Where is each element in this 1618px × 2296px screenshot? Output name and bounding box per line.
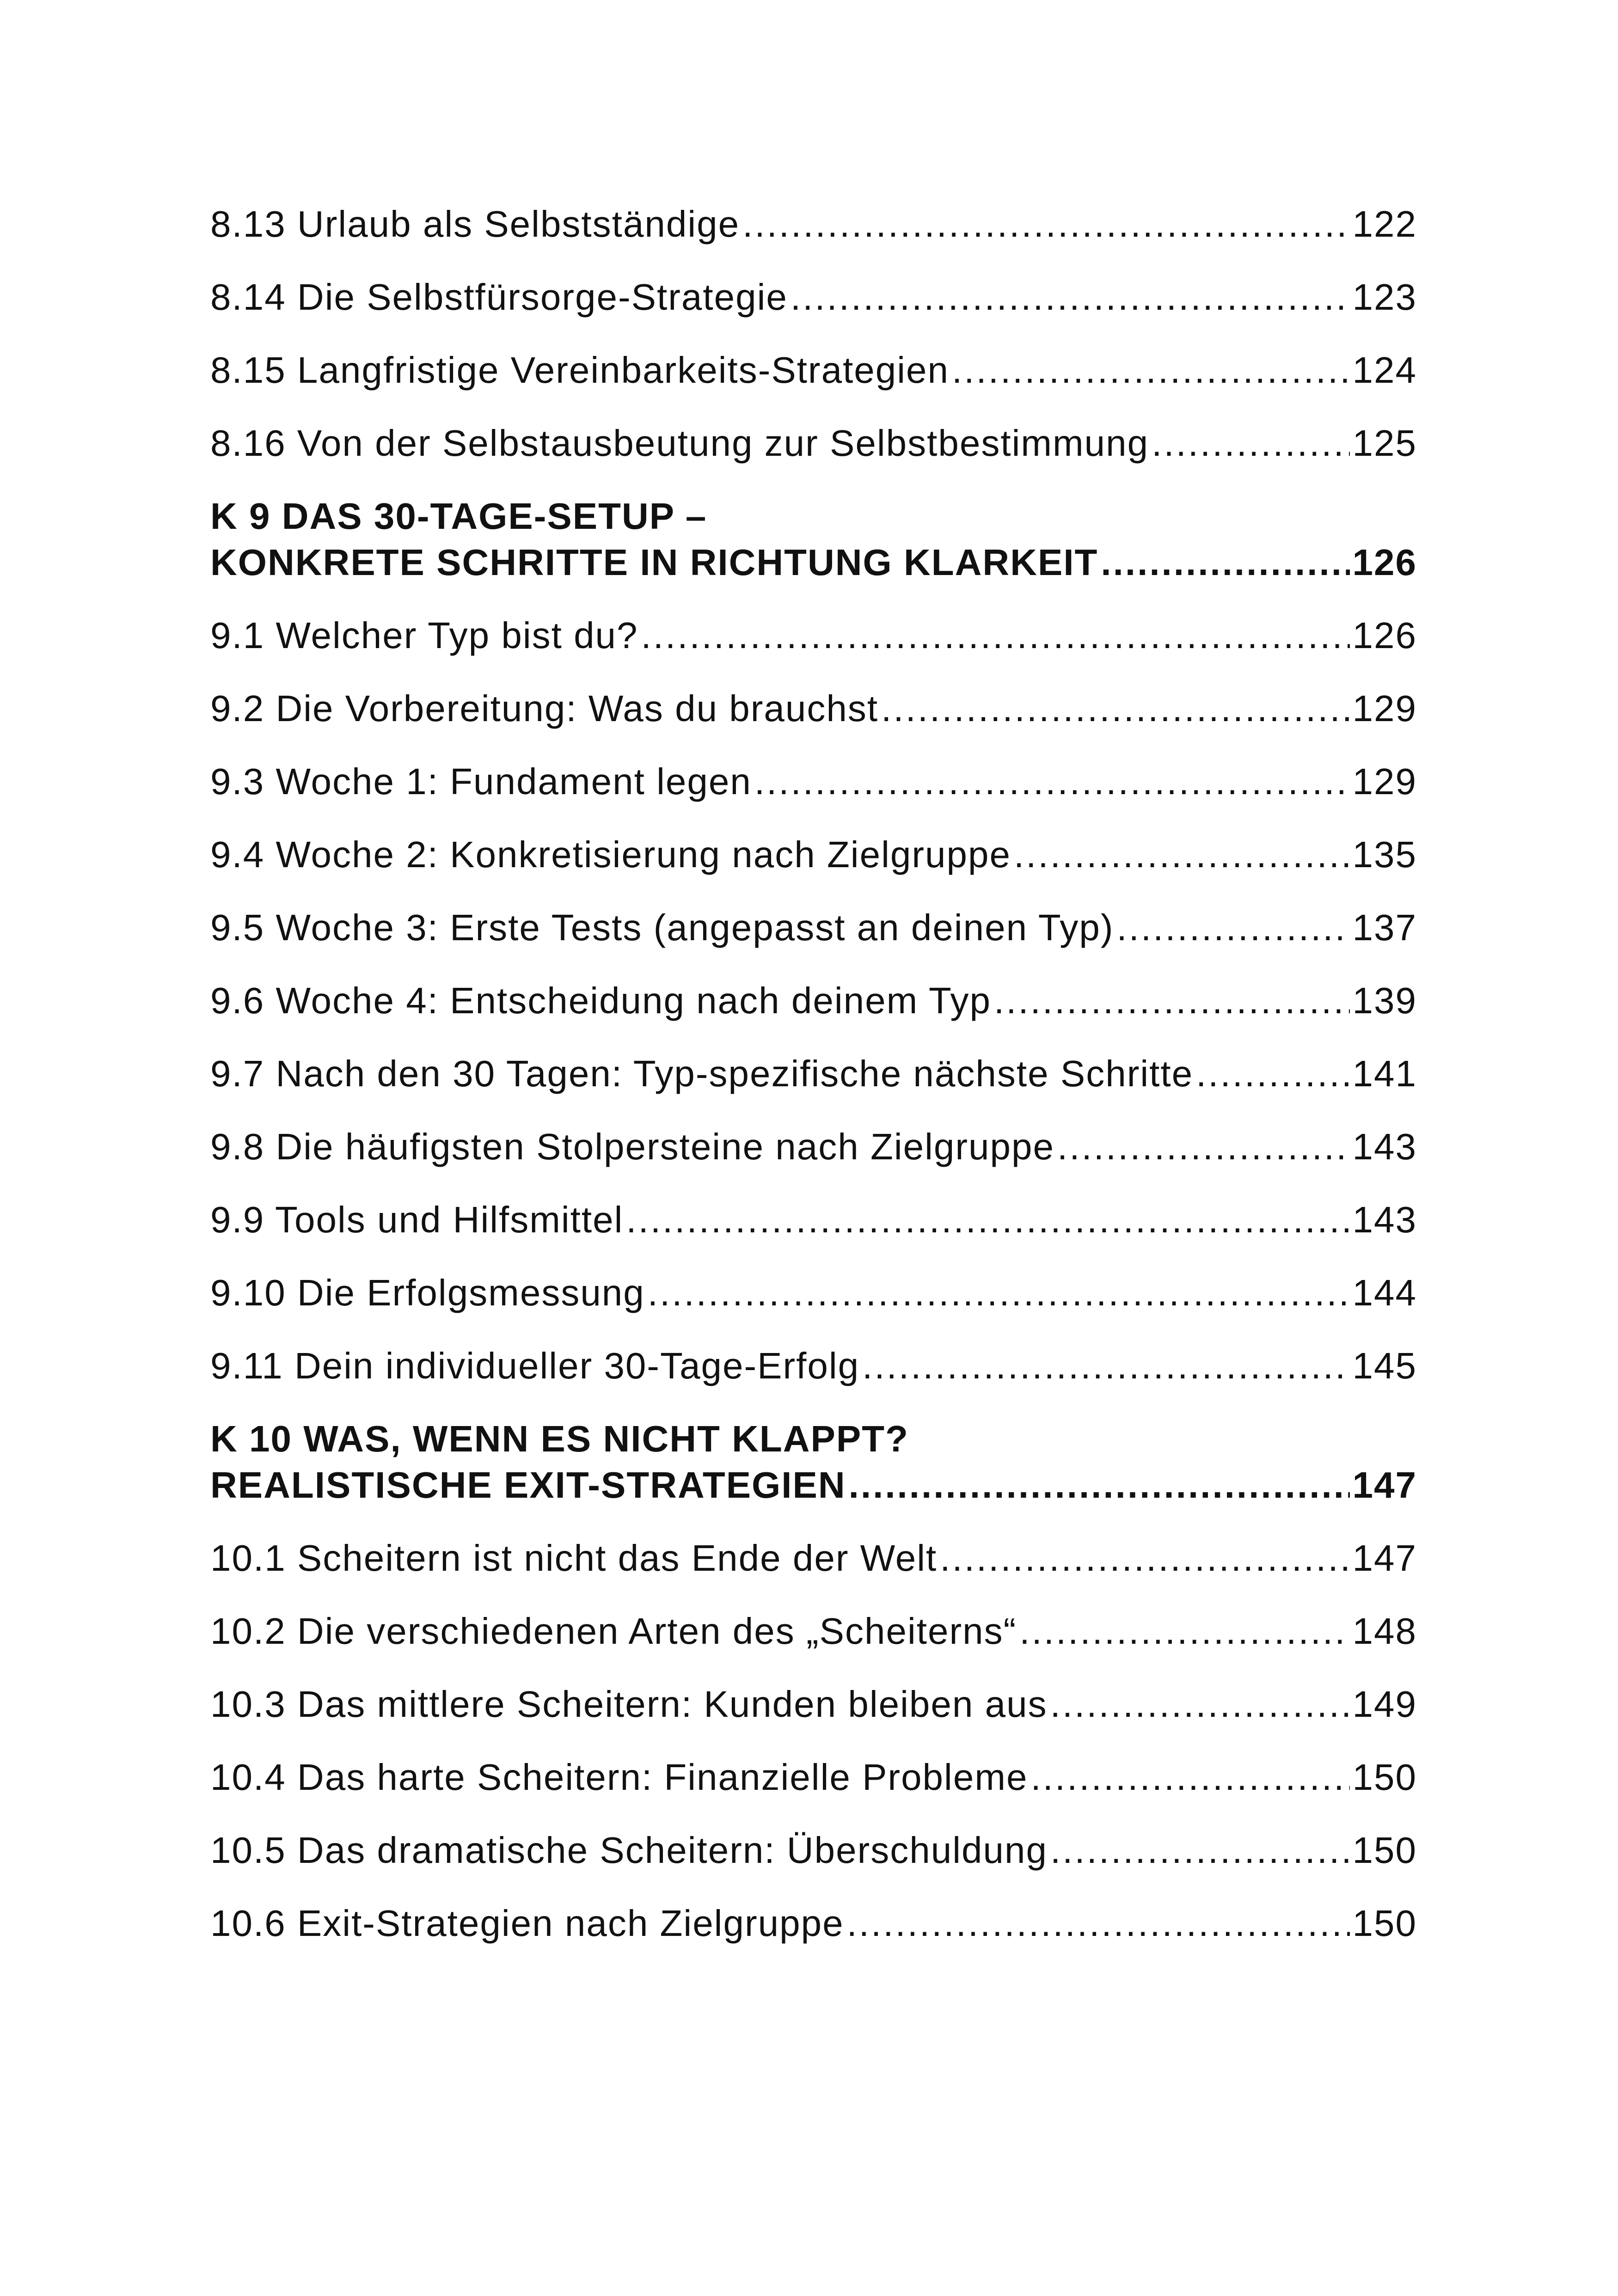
toc-entry-page: 129	[1352, 761, 1417, 802]
toc-entry-9-11[interactable]	[210, 1343, 1417, 1416]
toc-entry-10-4[interactable]	[210, 1754, 1417, 1827]
toc-entry-page: 126	[1352, 542, 1417, 583]
toc-entry-page: 126	[1352, 615, 1417, 656]
toc-entry-page: 122	[1352, 203, 1417, 245]
toc-entry-9-9[interactable]	[210, 1197, 1417, 1270]
toc-entry-title: 10.2 Die verschiedenen Arten des „Scheiterns“	[210, 1610, 1017, 1652]
toc-entry-title: 8.15 Langfristige Vereinbarkeits-Strategien	[210, 349, 950, 391]
toc-dot-leader	[994, 978, 1350, 1024]
toc-entry-9-2[interactable]	[210, 686, 1417, 759]
toc-entry-page: 139	[1352, 980, 1417, 1021]
toc-dot-leader	[1101, 539, 1349, 586]
toc-entry-title: 8.13 Urlaub als Selbstständige	[210, 203, 740, 245]
toc-entry-8-15[interactable]	[210, 347, 1417, 420]
toc-entry-title: 9.2 Die Vorbereitung: Was du brauchst	[210, 688, 879, 729]
toc-entry-title: 8.16 Von der Selbstausbeutung zur Selbstbestimmung	[210, 422, 1149, 464]
toc-dot-leader	[1030, 1754, 1349, 1800]
toc-entry-9-1[interactable]	[210, 612, 1417, 686]
chapter-heading-line2: KONKRETE SCHRITTE IN RICHTUNG KLARKEIT	[210, 542, 1098, 583]
toc-entry-page: 135	[1352, 834, 1417, 875]
toc-entry-page: 145	[1352, 1345, 1417, 1386]
toc-dot-leader	[742, 201, 1349, 247]
toc-dot-leader	[1014, 832, 1350, 878]
toc-entry-title: 8.14 Die Selbstfürsorge-Strategie	[210, 276, 788, 318]
toc-entry-page: 147	[1352, 1464, 1417, 1506]
toc-entry-title: 9.8 Die häufigsten Stolpersteine nach Zielgruppe	[210, 1126, 1054, 1167]
toc-entry-title: 10.6 Exit-Strategien nach Zielgruppe	[210, 1903, 844, 1944]
toc-dot-leader	[641, 612, 1350, 659]
toc-dot-leader	[1050, 1827, 1350, 1874]
toc-dot-leader	[626, 1197, 1349, 1243]
toc-dot-leader	[849, 1462, 1350, 1508]
toc-entry-page: 123	[1352, 276, 1417, 318]
toc-dot-leader	[1050, 1681, 1350, 1727]
toc-entry-title: 9.6 Woche 4: Entscheidung nach deinem Typ	[210, 980, 991, 1021]
toc-entry-title: 10.1 Scheitern ist nicht das Ende der Welt	[210, 1537, 938, 1579]
toc-entry-page: 141	[1352, 1053, 1417, 1094]
toc-entry-title: 10.3 Das mittlere Scheitern: Kunden bleiben aus	[210, 1684, 1048, 1725]
toc-dot-leader	[1116, 905, 1349, 951]
table-of-contents	[210, 201, 1417, 1973]
toc-entry-8-14[interactable]	[210, 274, 1417, 347]
toc-entry-page: 124	[1352, 349, 1417, 391]
toc-dot-leader	[1019, 1608, 1349, 1654]
toc-entry-page: 148	[1352, 1610, 1417, 1652]
toc-entry-9-5[interactable]	[210, 905, 1417, 978]
toc-entry-9-4[interactable]	[210, 832, 1417, 905]
toc-dot-leader	[862, 1343, 1349, 1389]
toc-entry-title: 9.5 Woche 3: Erste Tests (angepasst an deinen Typ)	[210, 907, 1114, 948]
toc-dot-leader	[847, 1900, 1350, 1947]
toc-entry-title: 9.11 Dein individueller 30-Tage-Erfolg	[210, 1345, 860, 1386]
toc-entry-title: 10.4 Das harte Scheitern: Finanzielle Probleme	[210, 1757, 1028, 1798]
toc-entry-page: 143	[1352, 1199, 1417, 1240]
toc-entry-10-2[interactable]	[210, 1608, 1417, 1681]
toc-dot-leader	[940, 1535, 1349, 1581]
toc-entry-10-6[interactable]	[210, 1900, 1417, 1973]
toc-chapter-9[interactable]	[210, 493, 1417, 586]
toc-entry-page: 129	[1352, 688, 1417, 729]
toc-dot-leader	[881, 686, 1349, 732]
toc-entry-page: 125	[1352, 422, 1417, 464]
toc-entry-page: 150	[1352, 1903, 1417, 1944]
chapter-heading-line2: REALISTISCHE EXIT-STRATEGIEN	[210, 1464, 846, 1506]
toc-entry-page: 137	[1352, 907, 1417, 948]
toc-dot-leader	[952, 347, 1349, 393]
toc-entry-page: 143	[1352, 1126, 1417, 1167]
toc-entry-9-8[interactable]	[210, 1124, 1417, 1197]
toc-entry-title: 9.4 Woche 2: Konkretisierung nach Zielgruppe	[210, 834, 1011, 875]
toc-entry-title: 9.9 Tools und Hilfsmittel	[210, 1199, 624, 1240]
toc-dot-leader	[791, 274, 1350, 320]
toc-entry-title: 10.5 Das dramatische Scheitern: Überschuldung	[210, 1830, 1048, 1871]
toc-entry-10-1[interactable]	[210, 1535, 1417, 1608]
toc-dot-leader	[754, 759, 1350, 805]
toc-dot-leader	[1196, 1051, 1349, 1097]
toc-entry-page: 149	[1352, 1684, 1417, 1725]
chapter-heading-line1: K 10 WAS, WENN ES NICHT KLAPPT?	[210, 1418, 909, 1459]
toc-entry-page: 150	[1352, 1757, 1417, 1798]
toc-entry-9-6[interactable]	[210, 978, 1417, 1051]
toc-entry-9-3[interactable]	[210, 759, 1417, 832]
toc-entry-page: 144	[1352, 1272, 1417, 1313]
toc-entry-title: 9.7 Nach den 30 Tagen: Typ-spezifische nächste Schritte	[210, 1053, 1194, 1094]
chapter-heading-line1: K 9 DAS 30-TAGE-SETUP –	[210, 496, 707, 537]
toc-entry-8-16[interactable]	[210, 420, 1417, 493]
toc-entry-10-5[interactable]	[210, 1827, 1417, 1900]
toc-entry-title: 9.10 Die Erfolgsmessung	[210, 1272, 645, 1313]
toc-entry-9-7[interactable]	[210, 1051, 1417, 1124]
toc-chapter-10[interactable]	[210, 1416, 1417, 1508]
toc-dot-leader	[648, 1270, 1350, 1316]
toc-entry-title: 9.1 Welcher Typ bist du?	[210, 615, 638, 656]
toc-entry-8-13[interactable]	[210, 201, 1417, 274]
toc-entry-page: 150	[1352, 1830, 1417, 1871]
toc-dot-leader	[1152, 420, 1349, 466]
toc-entry-page: 147	[1352, 1537, 1417, 1579]
toc-entry-10-3[interactable]	[210, 1681, 1417, 1754]
toc-entry-9-10[interactable]	[210, 1270, 1417, 1343]
toc-entry-title: 9.3 Woche 1: Fundament legen	[210, 761, 752, 802]
toc-dot-leader	[1057, 1124, 1350, 1170]
